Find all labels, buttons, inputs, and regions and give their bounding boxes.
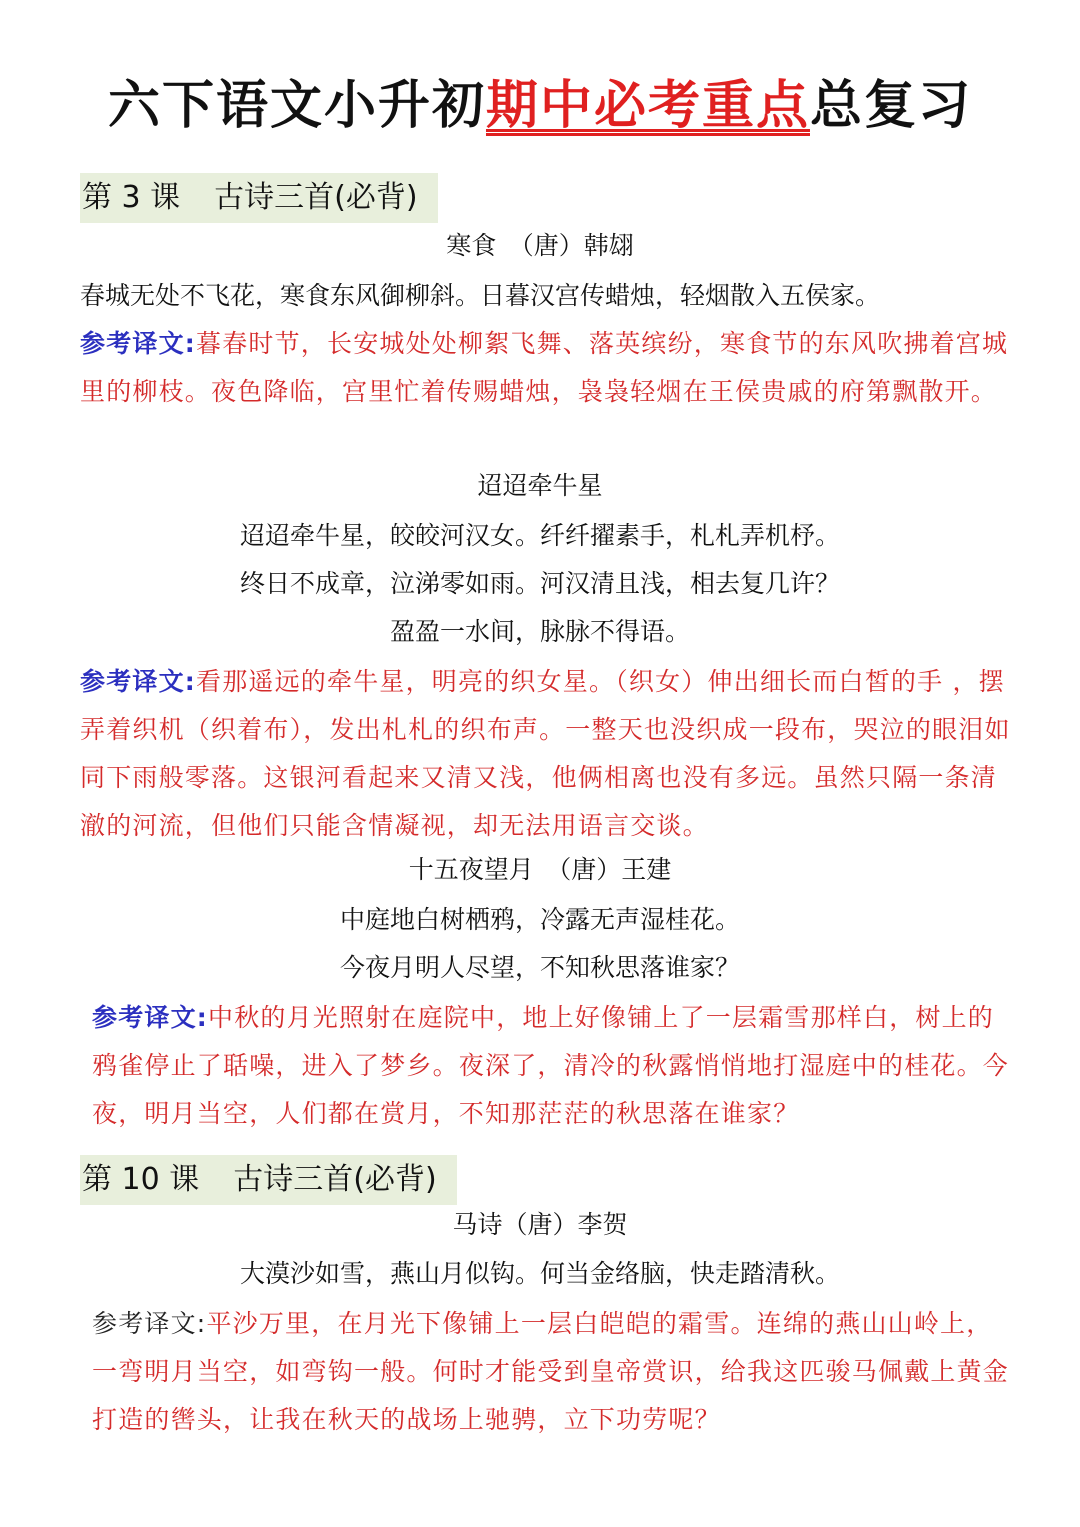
poem-tiaotiao-translation <box>80 658 1020 850</box>
poem-shiwuye-line-2: 今夜月明人尽望，不知秋思落谁家？ <box>339 953 740 982</box>
translation-label: 参考译文: <box>80 667 196 696</box>
lesson-10-header <box>80 1155 457 1205</box>
poem-hanshi-title: 寒食 （唐）韩翃 <box>446 231 634 260</box>
poem-mashi-text: 大漠沙如雪，燕山月似钩。何当金络脑，快走踏清秋。 <box>239 1259 840 1288</box>
lesson-3-header <box>80 173 438 223</box>
lesson-10-number: 第 10 课 <box>82 1162 200 1197</box>
translation-label: 参考译文: <box>80 329 196 358</box>
poem-hanshi-text: 春城无处不飞花，寒食东风御柳斜。日暮汉宫传蜡烛，轻烟散入五侯家。 <box>80 281 881 310</box>
poem-shiwuye-title: 十五夜望月 （唐）王建 <box>408 855 672 884</box>
translation-text: 平沙万里，在月光下像铺上一层白皑皑的霜雪。连绵的燕山山岭上，一弯明月当空，如弯钩一般。何时才能受到皇帝赏识，给我这匹骏马佩戴上黄金打造的辔头，让我在秋天的战场上驰骋，立下功劳呢？ <box>92 1309 1010 1434</box>
poem-tiaotiao-line-3: 盈盈一水间，脉脉不得语。 <box>389 617 690 646</box>
translation-label: 参考译文: <box>92 1003 208 1032</box>
title-suffix: 总复习 <box>810 76 973 136</box>
poem-tiaotiao-line-1: 迢迢牵牛星，皎皎河汉女。纤纤擢素手，札札弄机杼。 <box>239 521 840 550</box>
translation-text: 看那遥远的牵牛星，明亮的织女星。（织女）伸出细长而白皙的手 ，摆弄着织机（织着布），发出札札的织布声。一整天也没织成一段布，哭泣的眼泪如同下雨般零落。这银河看起来又清又浅，他俩相离也没有多远。虽然只隔一条清澈的河流，但他们只能含情凝视，却无法用语言交谈。 <box>80 667 1011 840</box>
poem-tiaotiao-line-2: 终日不成章，泣涕零如雨。河汉清且浅，相去复几许？ <box>239 569 840 598</box>
page-title <box>0 70 1080 142</box>
poem-tiaotiao-title: 迢迢牵牛星 <box>477 471 603 500</box>
poem-mashi-translation <box>92 1300 1018 1444</box>
poem-mashi-title: 马诗（唐）李贺 <box>452 1210 628 1239</box>
translation-label: 参考译文: <box>92 1309 207 1338</box>
poem-shiwuye-line-1: 中庭地白树栖鸦，冷露无声湿桂花。 <box>339 905 740 934</box>
translation-text: 暮春时节，长安城处处柳絮飞舞、落英缤纷，寒食节的东风吹拂着宫城里的柳枝。夜色降临，宫里忙着传赐蜡烛，袅袅轻烟在王侯贵戚的府第飘散开。 <box>80 329 1009 406</box>
title-prefix: 六下语文小升初 <box>107 76 486 136</box>
translation-text: 中秋的月光照射在庭院中，地上好像铺上了一层霜雪那样白，树上的鸦雀停止了聒噪，进入了梦乡。夜深了，清冷的秋露悄悄地打湿庭中的桂花。今夜，明月当空，人们都在赏月，不知那茫茫的秋思落在谁家？ <box>92 1003 1010 1128</box>
poem-hanshi-translation <box>80 320 1020 416</box>
lesson-10-name: 古诗三首(必背) <box>233 1162 437 1197</box>
poem-shiwuye-translation <box>92 994 1018 1138</box>
title-highlight: 期中必考重点 <box>485 76 810 136</box>
lesson-3-name: 古诗三首(必背) <box>214 180 418 215</box>
lesson-3-number: 第 3 课 <box>82 180 181 215</box>
